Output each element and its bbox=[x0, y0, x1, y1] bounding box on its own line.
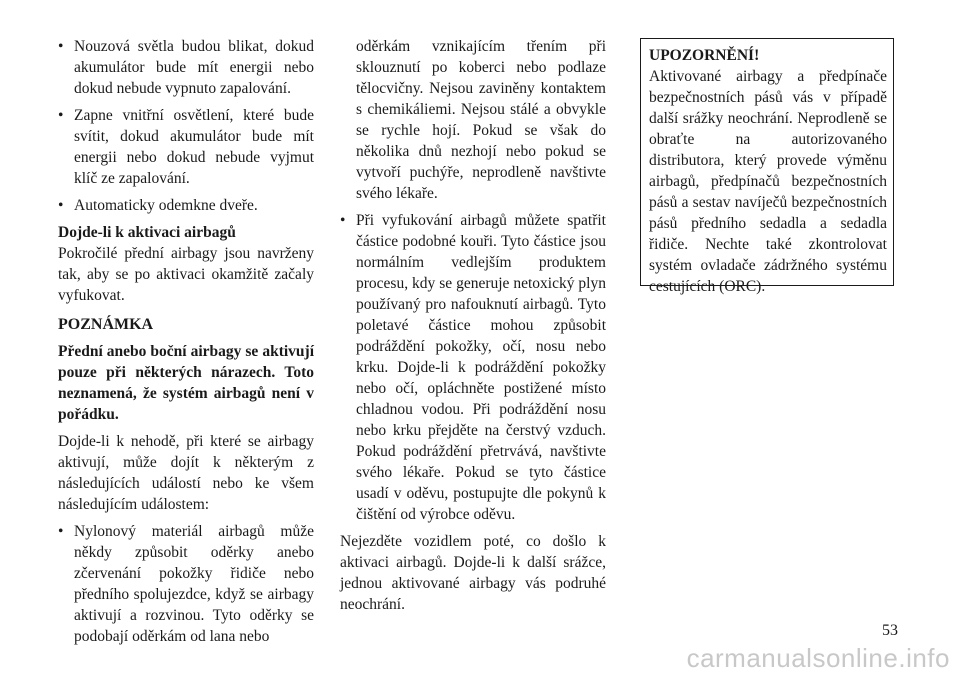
list-item: • Automaticky odemkne dveře. bbox=[58, 195, 314, 216]
watermark: carmanualsonline.info bbox=[686, 643, 950, 673]
warning-title: UPOZORNĚNÍ! bbox=[649, 47, 760, 64]
warning-text: Aktivované airbagy a předpínače bezpečnostních pásů vás v případě další srážky neochrání. Neprodleně se obraťte na autorizovaného distributora, který provede výměnu airbagů, předpínačů bezpečnostních pásů a sestav navíječů bezpečnostních pásů předního sedadla a sedadla řidiče. Nechte také zkontrolovat systém ovladače zádržného systému cestujících (ORC). bbox=[649, 68, 887, 295]
warning-box bbox=[640, 38, 894, 295]
note-text: Přední anebo boční airbagy se aktivují pouze při některých nárazech. Toto neznamená, že systém airbagů není v pořádku. bbox=[58, 343, 314, 423]
section-text: Pokročilé přední airbagy jsou navrženy tak, aby se po aktivaci okamžitě začaly vyfukovat. bbox=[58, 245, 314, 304]
paragraph: Dojde-li k nehodě, při které se airbagy aktivují, může dojít k některým z následujících událostí nebo ke všem následujícím událostem: bbox=[58, 433, 314, 513]
middle-column bbox=[340, 36, 606, 621]
left-column bbox=[58, 36, 314, 653]
note-title: POZNÁMKA bbox=[58, 316, 154, 333]
page-number: 53 bbox=[882, 622, 898, 639]
paragraph: Nejezděte vozidlem poté, co došlo k aktivaci airbagů. Dojde-li k další srážce, jednou aktivované airbagy vás podruhé neochrání. bbox=[340, 533, 606, 613]
list-item: • Při vyfukování airbagů můžete spatřit částice podobné kouři. Tyto částice jsou normálním vedlejším produktem procesu, kdy se generuje netoxický plyn používaný pro nafouknutí airbagů. Tyto poletavé částice mohou způsobit podráždění pokožky, očí, nosu nebo krku. Dojde-li k podráždění pokožky nebo očí, opláchněte postižené místo chladnou vodou. Při podráždění nosu nebo krku přejděte na čerstvý vzduch. Pokud podráždění přetrvává, navštivte svého lékaře. Pokud se tyto částice usadí v oděvu, postupujte dle pokynů k čištění od výrobce oděvu. bbox=[340, 210, 606, 525]
section-heading: Dojde-li k aktivaci airbagů bbox=[58, 224, 236, 241]
list-item: • Zapne vnitřní osvětlení, které bude svítit, dokud akumulátor bude mít energii nebo dokud nebude vyjmut klíč ze zapalování. bbox=[58, 105, 314, 189]
list-item: • Nouzová světla budou blikat, dokud akumulátor bude mít energii nebo dokud nebude vypnuto zapalování. bbox=[58, 36, 314, 99]
list-item: • Nylonový materiál airbagů může někdy způsobit oděrky anebo zčervenání pokožky řidiče nebo předního spolujezdce, když se airbagy aktivují a rozvinou. Tyto oděrky se podobají oděrkám od lana nebo bbox=[58, 521, 314, 647]
list-item-continuation: oděrkám vznikajícím třením při sklouznutí po koberci nebo podlaze tělocvičny. Nejsou zaviněny kontaktem s chemikáliemi. Nejsou stálé a obvykle se rychle hojí. Pokud se však do několika dnů nezhojí nebo pokud se vytvoří puchýře, neprodleně navštivte svého lékaře. bbox=[356, 38, 606, 202]
